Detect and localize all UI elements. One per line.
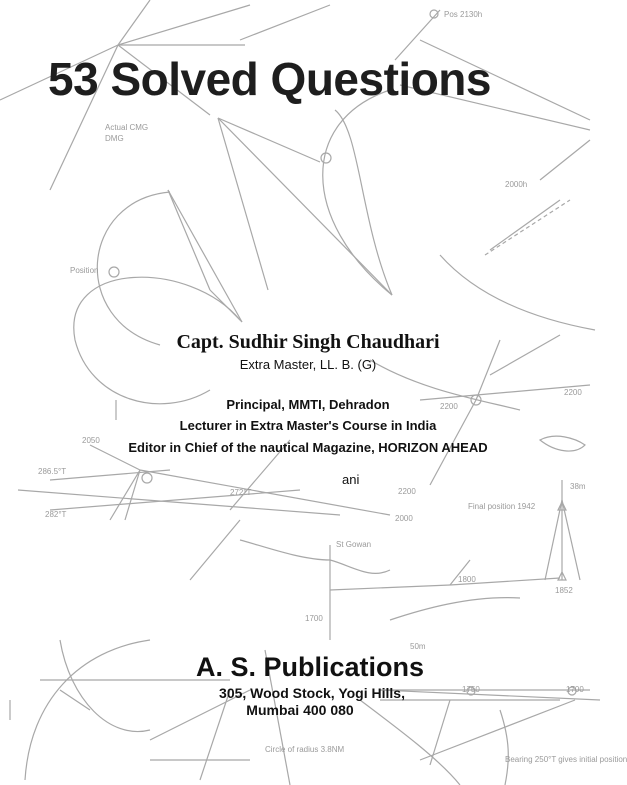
diagram-label: 2000h xyxy=(505,180,528,189)
publisher-address-line1: 305, Wood Stock, Yogi Hills, xyxy=(219,685,405,701)
diagram-label: Final position 1942 xyxy=(468,502,536,511)
diagram-label: DMG xyxy=(105,134,124,143)
diagram-label: 1700 xyxy=(305,614,323,623)
diagram-label: 2200 xyxy=(440,402,458,411)
diagram-label: 1800 xyxy=(458,575,476,584)
diagram-label: Pos 2130h xyxy=(444,10,483,19)
diagram-label: 1852 xyxy=(555,586,573,595)
author-name: Capt. Sudhir Singh Chaudhari xyxy=(176,331,440,353)
diagram-label: 282°T xyxy=(45,510,67,519)
diagram-label: St Gowan xyxy=(336,540,372,549)
publisher-name: A. S. Publications xyxy=(195,652,425,682)
diagram-label: 2050 xyxy=(82,436,100,445)
stray-text: ani xyxy=(342,472,360,487)
diagram-label: Actual CMG xyxy=(105,123,149,132)
diagram-label: 286.5°T xyxy=(38,467,67,476)
author-qualifications: Extra Master, LL. B. (G) xyxy=(239,357,377,372)
diagram-label: Bearing 250°T gives initial position xyxy=(505,755,627,764)
diagram-label: 38m xyxy=(570,482,586,491)
diagram-label: Position xyxy=(70,266,99,275)
author-role: Lecturer in Extra Master's Course in India xyxy=(179,418,437,433)
author-role: Editor in Chief of the nautical Magazine, HORIZON AHEAD xyxy=(128,440,488,455)
book-title: 53 Solved Questions xyxy=(48,53,491,105)
diagram-label: 2200 xyxy=(398,487,416,496)
publisher-address-line2: Mumbai 400 080 xyxy=(246,702,354,718)
diagram-label: 1750 xyxy=(462,685,480,694)
diagram-label: 1700 xyxy=(566,685,584,694)
diagram-label: Circle of radius 3.8NM xyxy=(265,745,345,754)
diagram-label: 272°T xyxy=(230,488,252,497)
author-role: Principal, MMTI, Dehradon xyxy=(226,397,390,412)
diagram-label: 2000 xyxy=(395,514,413,523)
diagram-label: 2200 xyxy=(564,388,582,397)
diagram-label: 50m xyxy=(410,642,426,651)
